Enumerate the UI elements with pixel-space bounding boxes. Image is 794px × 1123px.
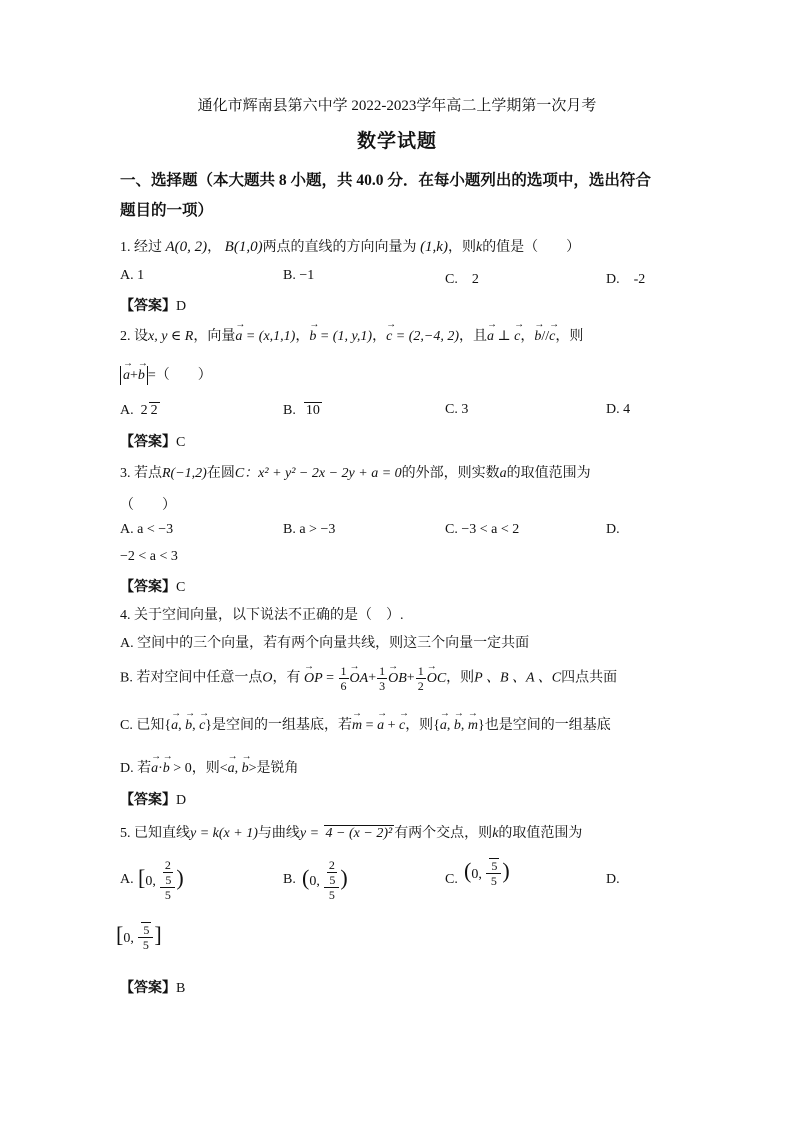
q2-answer: 【答案】C [120, 435, 186, 450]
q3-option-a: A. a < −3 [120, 522, 174, 537]
direction-vector: (1,k) [420, 239, 448, 255]
section-heading-line1: 一、选择题（本大题共 8 小题，共 40.0 分．在每小题列出的选项中，选出符合 [120, 172, 651, 189]
school-title: 通化市辉南县第六中学 2022-2023学年高二上学期第一次月考 [197, 98, 597, 114]
q3-option-d-cont: −2 < a < 3 [120, 549, 178, 564]
q1-option-a: A. 1 [120, 268, 145, 283]
q5-option-a-expr: [0, 2 5 5 ) [138, 858, 184, 902]
q2-option-c: C. 3 [445, 402, 469, 417]
point-a: A(0, 2) [165, 239, 208, 255]
q5-answer: 【答案】B [120, 981, 186, 996]
q1-option-c: C. 2 [445, 272, 479, 287]
q5-option-d-expr: [0, $\frac{5}{5}$ ] [116, 922, 162, 952]
q4-option-c: C. 已知{→ a, → b, → c}是空间的一组基底，若→ m = → a + → c，则{→ a, → b, → m}也是空间的一组基底 [120, 714, 611, 734]
question-3-stem: 3. 若点R(−1,2)在圆C：x² + y² − 2x − 2y + a = 0的外部，则实数a的取值范围为 [120, 466, 591, 481]
q4-option-b: B. 若对空间中任意一点O，有 → OP = $\frac{1}{6}$ → OA+ $\frac{1}{3}$ → OB+ $\frac{1}{2}$ → OC，则P 、B 、A 、C四点共面 [120, 664, 617, 693]
q5-option-a: A. [120, 872, 134, 887]
q3-answer: 【答案】C [120, 580, 186, 595]
q2-option-b: B. 10 [283, 403, 320, 418]
q1-answer: 【答案】D [120, 299, 187, 314]
q3-option-d: D. [606, 522, 620, 537]
section-heading-line2: 题目的一项） [120, 202, 214, 219]
q5-option-d: D. [606, 872, 620, 887]
q3-option-c: C. −3 < a < 2 [445, 522, 520, 537]
q2-option-d: D. 4 [606, 402, 631, 417]
q1-option-b: B. −1 [283, 268, 315, 283]
q3-option-b: B. a > −3 [283, 522, 336, 537]
q4-option-a: A. 空间中的三个向量，若有两个向量共线，则这三个向量一定共面 [120, 636, 530, 651]
question-4-stem: 4. 关于空间向量，以下说法不正确的是（ ）. [120, 608, 404, 623]
q4-answer: 【答案】D [120, 793, 187, 808]
question-2-line2: → a+→ b =（ ） [120, 364, 212, 384]
point-b: B(1,0) [224, 239, 263, 255]
q1-option-d: D. -2 [606, 272, 646, 287]
subject-title: 数学试题 [356, 131, 437, 152]
question-5-stem: 5. 已知直线y = k(x + 1)与曲线y = 4 − (x − 2)² 有两个交点，则k的取值范围为 [120, 826, 583, 841]
q5-option-b-expr: (0, 2 5 5 ) [302, 858, 348, 902]
question-3-line2: （ ） [120, 498, 176, 513]
q5-option-b: B. [283, 872, 296, 887]
q2-option-a: A. 2 2 [120, 403, 158, 418]
question-2-stem: 2. 设x, y ∈ R，向量→ a = (x,1,1)，→ b = (1, y,1)，→ c = (2,−4, 2)，且→ a ⊥ → c，→ b//→ c，则 [120, 325, 583, 345]
q4-option-d: D. 若→ a·→ b > 0，则<→ a, → b>是锐角 [120, 757, 299, 777]
q5-option-c-expr: (0, $\frac{5}{5}$ ) [464, 858, 510, 888]
question-1-stem: 1. 经过 A(0, 2)， B(1,0)两点的直线的方向向量为 (1,k)，则k的值是（ ） [120, 239, 581, 255]
q5-option-c: C. [445, 872, 458, 887]
